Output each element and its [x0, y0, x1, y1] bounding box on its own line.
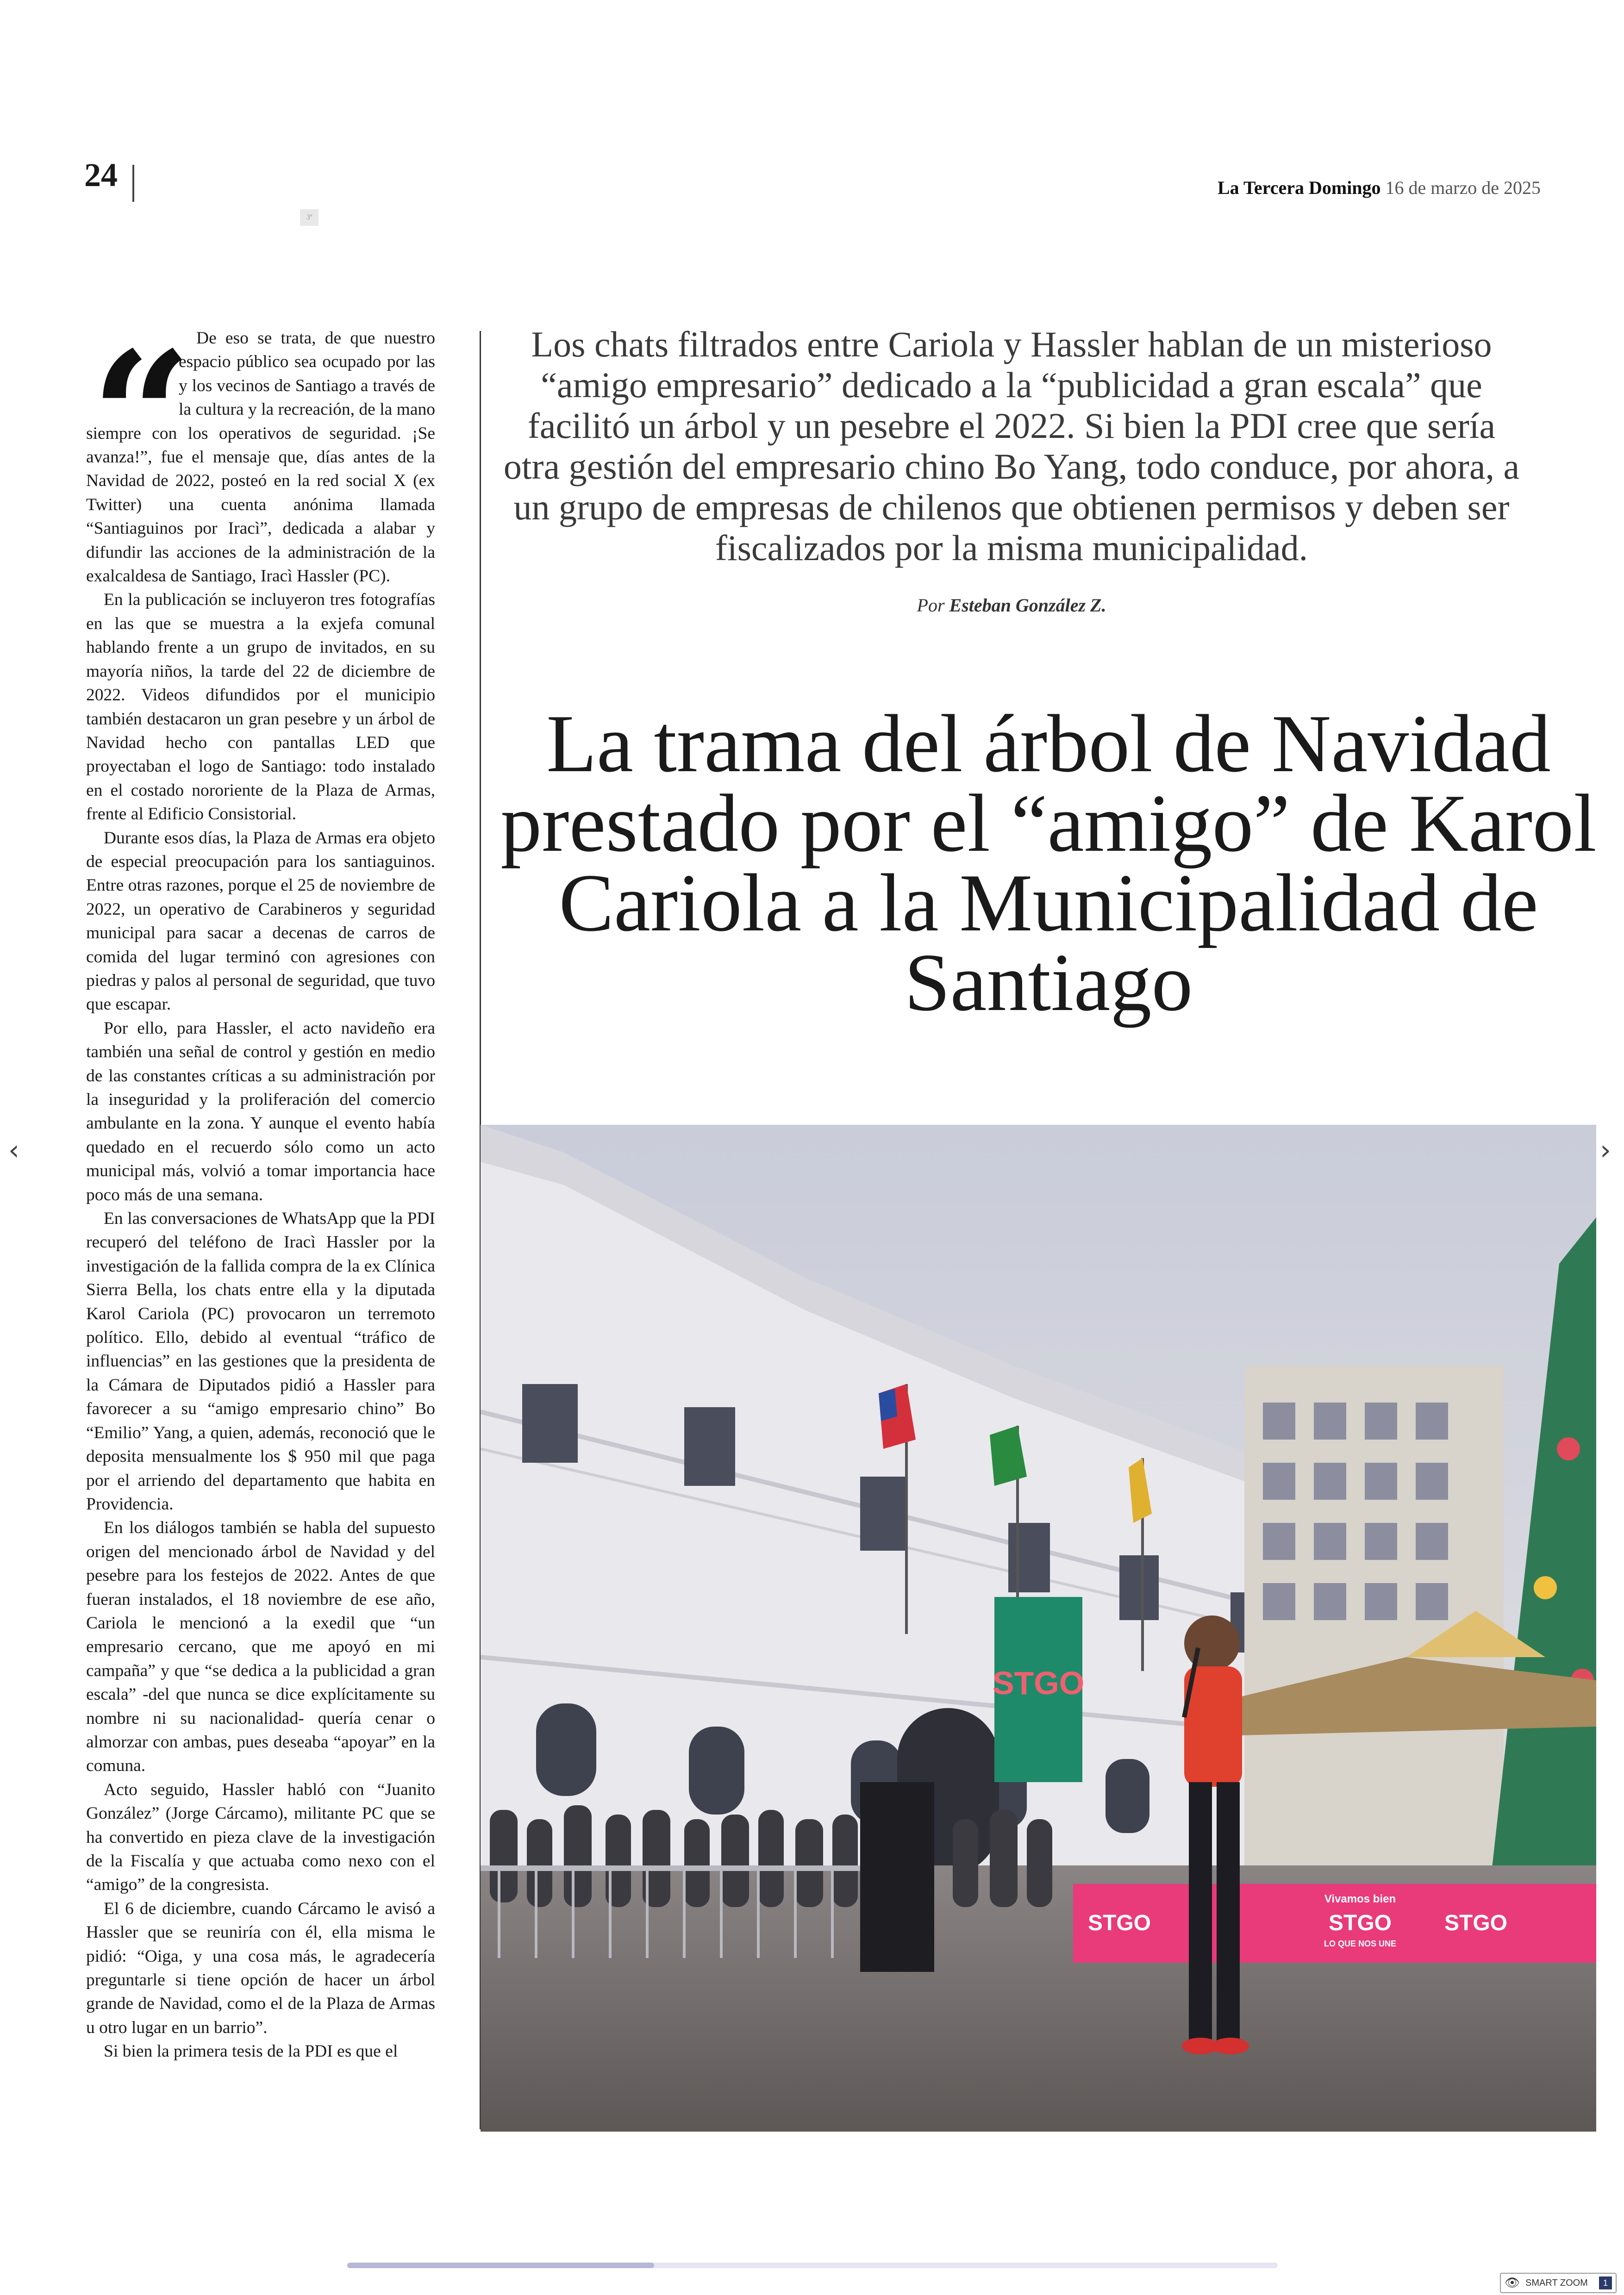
page-number: 24 — [84, 156, 118, 193]
smart-zoom-label: SMART ZOOM — [1525, 2277, 1588, 2288]
stage-banner-small-text: Vivamos bien — [1324, 1893, 1396, 1905]
body-paragraph: En la publicación se incluyeron tres fotografías en las que se muestra a la exjefa comunal hablando frente a un grupo de invitados, en su mayoría niños, la tarde del 22 de diciembre de 2022. Videos difundidos por el municipio también destacaron un gran pesebre y un árbol de Navidad hecho con pantallas LED que proyectaban el logo de Santiago: todo instalado en el costado nororiente de la Plaza de Armas, frente al Edificio Consistorial. — [86, 590, 435, 824]
banner-stgo-text: STGO — [992, 1665, 1085, 1701]
plaza-photo-illustration — [481, 1125, 1596, 2132]
page-progress-bar[interactable] — [347, 2263, 1278, 2268]
opening-quote-icon: “ — [91, 326, 192, 520]
body-paragraph: En los diálogos también se habla del supuesto origen del mencionado árbol de Navidad y del pesebre para los festejos de 2022. Antes de que fueran instalados, el 18 noviembre de ese año, Cariola le mencionó a la exedil que “un empresario cercano, que me apoyó en mi campaña” y que “se dedica a la publicidad a gran escala” -del que nunca se dice explícitamente su nombre ni su nacionalidad- quería cenar o almorzar con ambas, pues deseaba “apoyar” en la comuna. — [86, 1518, 435, 1776]
article-photo — [481, 1125, 1596, 2132]
body-paragraph: De eso se trata, de que nuestro espacio público sea ocupado por las y los vecinos de Santiago a través de la cultura y la recreación, de la mano siempre con los operativos de seguridad. ¡Se avanza!”, fue el mensaje que, días antes de la Navidad de 2022, posteó en la red social X (ex Twitter) una cuenta anónima llamada “Santiaguinos por Iracì”, dedicada a alabar y difundir las acciones de la administración de la exalcaldesa de Santiago, Iracì Hassler (PC). — [86, 329, 435, 586]
publication-date: 16 de marzo de 2025 — [1385, 177, 1541, 198]
article-body — [86, 326, 435, 2064]
eye-icon: 👁 — [1505, 2276, 1520, 2290]
page-number-rule — [132, 165, 134, 202]
stage-banner-text: STGO — [1444, 1911, 1508, 1935]
body-paragraph: Si bien la primera tesis de la PDI es que el — [104, 2042, 398, 2061]
article-body-column — [86, 326, 435, 2132]
masthead — [1218, 177, 1541, 199]
body-paragraph: Acto seguido, Hassler habló con “Juanito González” (Jorge Cárcamo), militante PC que se ha convertido en pieza clave de la investigación de la Fiscalía y que actuaba como nexo con el “amigo” de la congresista. — [86, 1780, 435, 1895]
publication-name: La Tercera Domingo — [1217, 177, 1381, 198]
smart-zoom-button[interactable] — [1500, 2273, 1617, 2293]
smart-zoom-count: 1 — [1599, 2276, 1612, 2289]
byline-prefix: Por — [917, 595, 945, 616]
stage-banner-text: STGO — [1087, 1911, 1151, 1935]
byline-author: Esteban González Z. — [949, 595, 1106, 616]
stage-banner-sub-text: LO QUE NOS UNE — [1324, 1939, 1397, 1948]
edition-mark: 3ª — [300, 209, 319, 226]
page-progress-fill — [347, 2263, 654, 2268]
next-page-icon[interactable]: › — [1600, 1134, 1611, 1166]
byline — [500, 594, 1523, 616]
article-headline: La trama del árbol de Navidad prestado por el “amigo” de Karol Cariola a la Municipalidad de Santiago — [500, 698, 1597, 1028]
article-deck: Los chats filtrados entre Cariola y Hassler hablan de un misterioso “amigo empresario” dedicado a la “publicidad a gran escala” que facilitó un árbol y un pesebre el 2022. Si bien la PDI cree que sería otra gestión del empresario chino Bo Yang, todo conduce, por ahora, a un grupo de empresas de chilenos que obtienen permisos y deben ser fiscalizados por la misma municipalidad. — [503, 324, 1520, 568]
body-paragraph: En las conversaciones de WhatsApp que la PDI recuperó del teléfono de Iracì Hassler por la investigación de la fallida compra de la ex Clínica Sierra Bella, los chats entre ella y la diputada Karol Cariola (PC) provocaron un terremoto político. Ello, debido al eventual “tráfico de influencias” en las gestiones que la presidenta de la Cámara de Diputados pidió a Hassler para favorecer a su “amigo empresario chino” Bo “Emilio” Yang, a quien, además, reconoció que le deposita mensualmente los $ 950 mil que paga por el arriendo del departamento que habita en Providencia. — [86, 1209, 435, 1514]
body-paragraph: El 6 de diciembre, cuando Cárcamo le avisó a Hassler que se reuniría con él, ella misma le pidió: “Oiga, y una cosa más, le agradecería preguntarle si tiene opción de hacer un árbol grande de Navidad, como el de la Plaza de Armas u otro lugar en un barrio”. — [86, 1899, 435, 2037]
body-paragraph: Por ello, para Hassler, el acto navideño era también una señal de control y gestión en medio de las constantes críticas a su administración por la inseguridad y la proliferación del comercio ambulante en la zona. Y aunque el evento había quedado en el recuerdo sólo como un acto municipal más, volvió a tomar importancia hace poco más de una semana. — [86, 1018, 435, 1204]
prev-page-icon[interactable]: ‹ — [8, 1134, 19, 1166]
body-paragraph: Durante esos días, la Plaza de Armas era objeto de especial preocupación para los santiaguinos. Entre otras razones, porque el 25 de noviembre de 2022, un operativo de Carabineros y seguridad municipal para sacar a decenas de carros de comida del lugar terminó con agresiones con piedras y palos al personal de seguridad, que tuvo que escapar. — [86, 828, 435, 1014]
stage-banner-text: STGO — [1328, 1911, 1392, 1935]
